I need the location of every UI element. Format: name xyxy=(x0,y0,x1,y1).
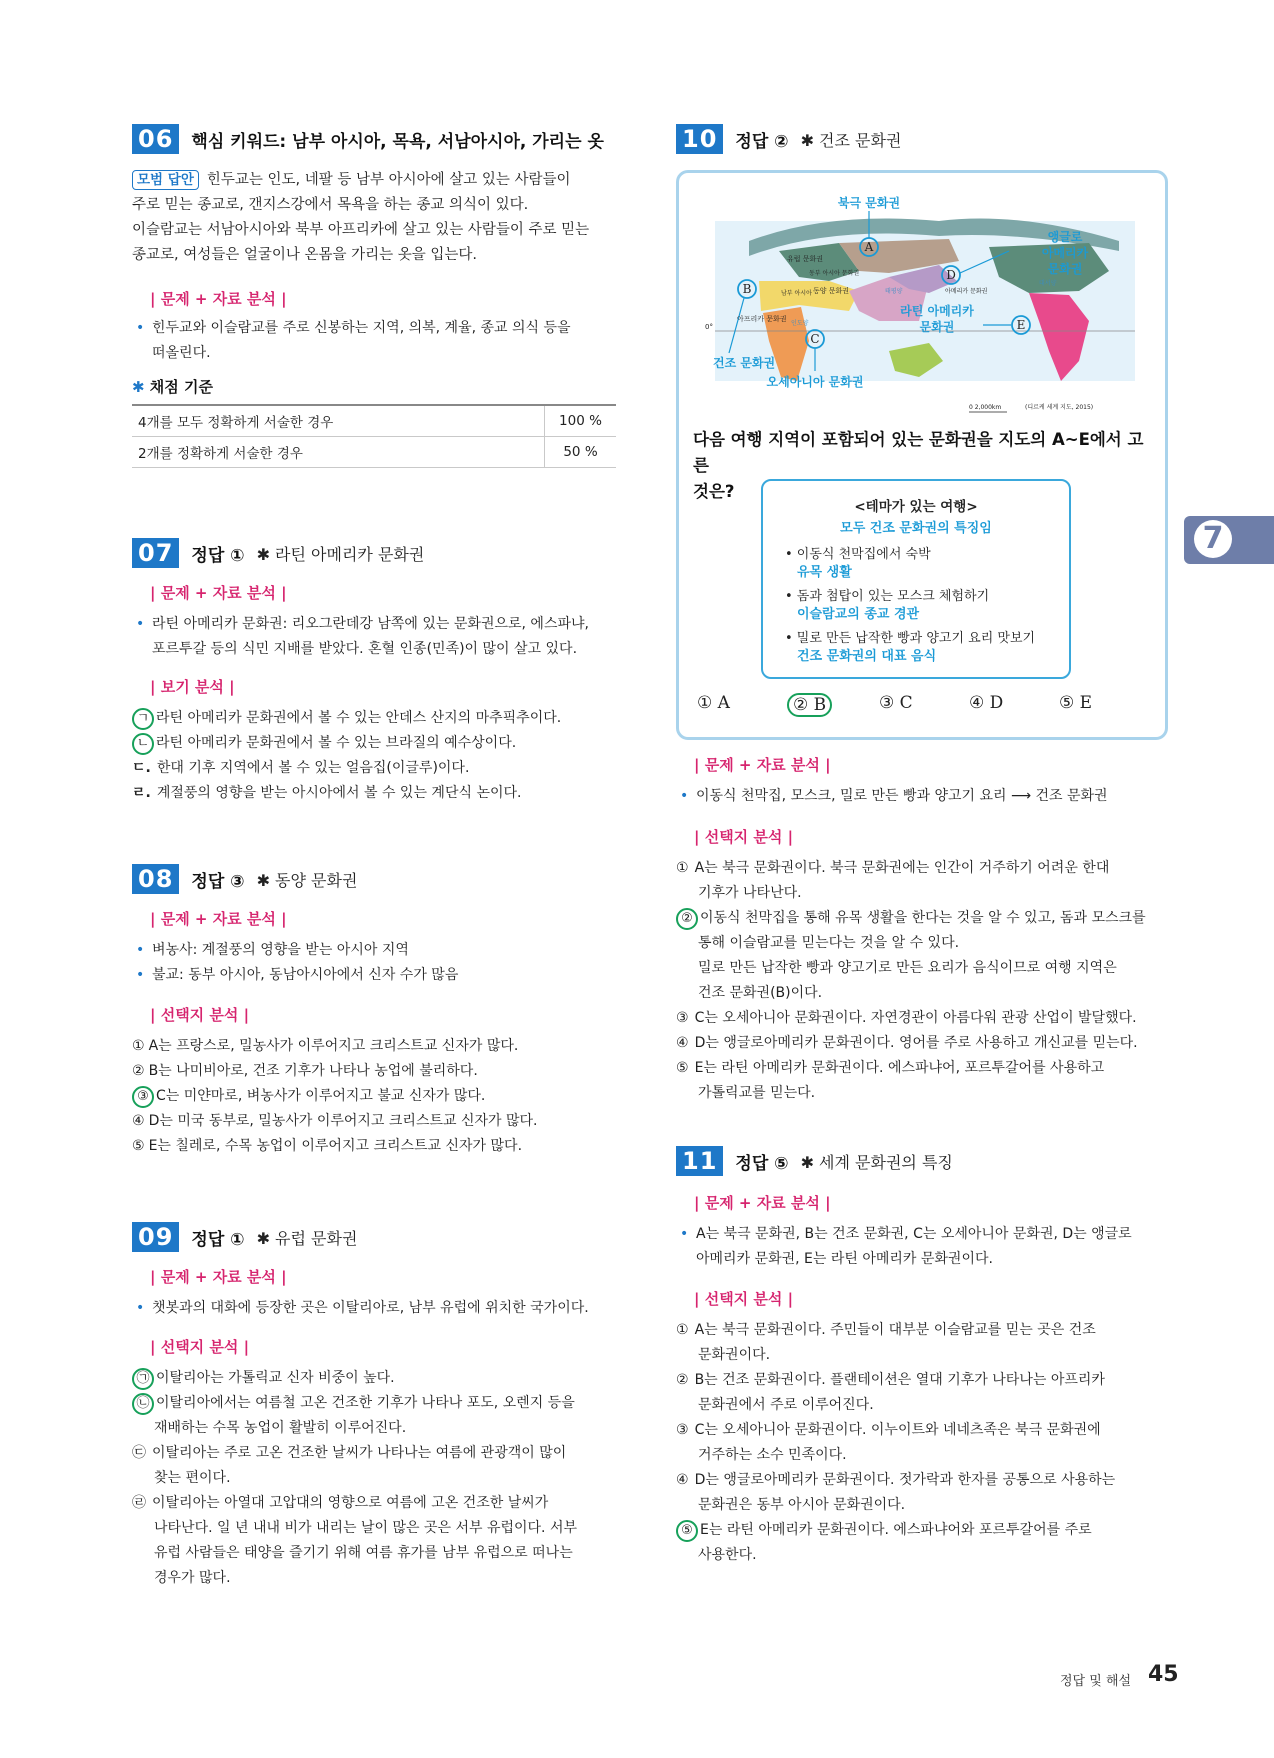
list-item: ② 이동식 천막집을 통해 유목 생활을 한다는 것을 알 수 있고, 돔과 모스크를 통해 이슬람교를 믿는다는 것을 알 수 있다. 밀로 만든 납작한 빵과 양고기로 만든 요리가 음식이므로 여행 지역은 건조 문화권(B)이다. xyxy=(676,906,1176,1006)
q09-choice-heading: | 선택지 분석 | xyxy=(150,1338,250,1356)
map-pacific: 태평양 xyxy=(885,288,903,295)
choice-2: ② B xyxy=(787,693,832,717)
q09-tag: ✱ 유럽 문화권 xyxy=(256,1228,358,1248)
q06-title: 핵심 키워드: 남부 아시아, 목욕, 서남아시아, 가리는 옷 xyxy=(191,131,604,152)
page-number: 45 xyxy=(1148,1662,1179,1687)
q08-answer: 정답 ③ xyxy=(191,871,245,892)
list-item: ④ D는 앵글로아메리카 문화권이다. 영어를 주로 사용하고 개신교를 믿는다. xyxy=(676,1035,1138,1051)
list-item: ⑤ E는 라틴 아메리카 문화권이다. 에스파냐어, 포르투갈어를 사용하고 가톨릭교를 믿는다. xyxy=(676,1060,1105,1101)
q09-header xyxy=(132,1222,357,1252)
list-item: ⑤ E는 라틴 아메리카 문화권이다. 에스파냐어와 포르투갈어를 주로 사용한다. xyxy=(676,1518,1176,1568)
q08-header xyxy=(132,864,357,894)
q06-analysis-heading: | 문제 + 자료 분석 | xyxy=(150,290,287,308)
q09-number: 09 xyxy=(132,1222,179,1252)
list-item: ㄷ. 한대 기후 지역에서 볼 수 있는 얼음집(이글루)이다. xyxy=(132,760,470,776)
map-atlantic: 대서양 xyxy=(1039,280,1057,287)
map-scale: 0 2,000km xyxy=(969,404,1002,411)
map-label-b: B xyxy=(742,282,752,296)
table-row: 4개를 모두 정확하게 서술한 경우 100 % xyxy=(132,405,616,437)
q07-view-heading: | 보기 분석 | xyxy=(150,678,235,696)
travel-theme-box xyxy=(761,479,1071,679)
map-indian-ocean: 인도양 xyxy=(791,320,809,327)
list-item: ① A는 프랑스로, 밀농사가 이루어지고 크리스트교 신자가 많다. xyxy=(132,1038,519,1054)
q10-analysis-heading: | 문제 + 자료 분석 | xyxy=(694,756,831,774)
q09-bullet: • 챗봇과의 대화에 등장한 곳은 이탈리아로, 남부 유럽에 위치한 국가이다. xyxy=(132,1296,662,1321)
q11-items xyxy=(676,1318,1176,1568)
map-anglo-3: 문화권 xyxy=(1047,262,1083,276)
chapter-tab xyxy=(1184,516,1274,564)
choice-4: ④ D xyxy=(969,693,1004,713)
q07-bullet: • 라틴 아메리카 문화권: 리오그란데강 남쪽에 있는 문화권으로, 에스파냐, 포르투갈 등의 식민 지배를 받았다. 혼혈 인종(민족)이 많이 살고 있다. xyxy=(132,612,662,662)
map-label-a: A xyxy=(864,240,874,254)
choice-3: ③ C xyxy=(879,693,913,713)
travel-theme-sub: 모두 건조 문화권의 특징임 xyxy=(840,521,992,536)
choice-5: ⑤ E xyxy=(1059,693,1093,713)
list-item: ㉡ 이탈리아에서는 여름철 고온 건조한 기후가 나타나 포도, 오렌지 등을 재배하는 수목 농업이 활발히 이루어진다. xyxy=(132,1391,642,1441)
q08-bullet-2: • 불교: 동부 아시아, 동남아시아에서 신자 수가 많음 xyxy=(132,963,652,988)
list-item: ㄴ 라틴 아메리카 문화권에서 볼 수 있는 브라질의 예수상이다. xyxy=(132,731,642,756)
q08-choice-heading: | 선택지 분석 | xyxy=(150,1006,250,1024)
q11-number: 11 xyxy=(676,1146,723,1176)
q10-header xyxy=(676,124,901,154)
q06-bullet: • 힌두교와 이슬람교를 주로 신봉하는 지역, 의복, 계율, 종교 의식 등을 떠올린다. xyxy=(132,316,652,366)
q11-choice-heading: | 선택지 분석 | xyxy=(694,1290,794,1308)
q10-question: 다음 여행 지역이 포함되어 있는 문화권을 지도의 A~E에서 고른 것은? xyxy=(693,430,1144,501)
q07-header xyxy=(132,538,424,568)
list-item: ① A는 북극 문화권이다. 북극 문화권에는 인간이 거주하기 어려운 한대 기후가 나타난다. xyxy=(676,860,1110,901)
list-item: ① A는 북극 문화권이다. 주민들이 대부분 이슬람교를 믿는 곳은 건조 문화권이다. xyxy=(676,1322,1096,1363)
q06-scoring-table xyxy=(132,404,616,468)
map-latin-1: 라틴 아메리카 xyxy=(900,304,974,318)
list-item: ④ D는 앵글로아메리카 문화권이다. 젓가락과 한자를 공통으로 사용하는 문화권은 동부 아시아 문화권이다. xyxy=(676,1472,1116,1513)
map-label-d: D xyxy=(946,268,956,282)
q06-number: 06 xyxy=(132,124,179,154)
q10-tag: ✱ 건조 문화권 xyxy=(800,130,902,150)
q08-analysis-heading: | 문제 + 자료 분석 | xyxy=(150,910,287,928)
q11-answer: 정답 ⑤ xyxy=(735,1153,789,1174)
map-label-e: E xyxy=(1016,318,1026,332)
map-africa: 아프리카 문화권 xyxy=(737,315,787,323)
list-item-note: 건조 문화권의 대표 음식 xyxy=(797,649,937,664)
map-east-asia: 동부 아시아 문화권 xyxy=(809,270,860,277)
list-item: ㉣ 이탈리아는 아열대 고압대의 영향으로 여름에 고온 건조한 날씨가 나타난다. 일 년 내내 비가 내리는 날이 많은 곳은 서부 유럽이다. 서부 유럽 사람들은 태양을 즐기기 위해 여름 휴가를 남부 유럽으로 떠나는 경우가 많다. xyxy=(132,1495,577,1586)
chapter-number: 7 xyxy=(1194,520,1232,558)
list-item: ④ D는 미국 동부로, 밀농사가 이루어지고 크리스트교 신자가 많다. xyxy=(132,1113,538,1129)
list-item: ③ C는 오세아니아 문화권이다. 자연경관이 아름다워 관광 산업이 발달했다. xyxy=(676,1010,1137,1026)
map-oceania: 오세아니아 문화권 xyxy=(766,375,864,389)
q10-choice-heading: | 선택지 분석 | xyxy=(694,828,794,846)
list-item: • 돔과 첨탑이 있는 모스크 체험하기 xyxy=(785,589,990,604)
q10-number: 10 xyxy=(676,124,723,154)
q10-bullet: • 이동식 천막집, 모스크, 밀로 만든 빵과 양고기 요리 ⟶ 건조 문화권 xyxy=(676,784,1196,809)
world-culture-map xyxy=(689,181,1149,421)
list-item: ③ C는 오세아니아 문화권이다. 이누이트와 네네츠족은 북극 문화권에 거주하는 소수 민족이다. xyxy=(676,1422,1101,1463)
travel-theme-items xyxy=(785,546,1069,666)
model-answer-label: 모범 답안 xyxy=(132,170,199,190)
q07-answer: 정답 ① xyxy=(191,545,245,566)
list-item: ② B는 나미비아로, 건조 기후가 나타나 농업에 불리하다. xyxy=(132,1063,478,1079)
list-item-note: 이슬람교의 종교 경관 xyxy=(797,607,920,622)
q06-model-answer: 모범 답안 힌두교는 인도, 네팔 등 남부 아시아에 살고 있는 사람들이 주로 믿는 종교로, 갠지스강에서 목욕을 하는 종교 의식이 있다. 이슬람교는 서남아시아와 북부 아프리카에 살고 있는 사람들이 주로 믿는 종교로, 여성들은 얼굴이나 온몸을 가리는 옷을 입는다. xyxy=(132,172,590,263)
travel-theme-title: <테마가 있는 여행> xyxy=(854,499,978,515)
q10-question-box xyxy=(676,170,1168,740)
q08-number: 08 xyxy=(132,864,179,894)
list-item: • 이동식 천막집에서 숙박 xyxy=(785,547,931,562)
list-item: ③ C는 미얀마로, 벼농사가 이루어지고 불교 신자가 많다. xyxy=(132,1084,642,1109)
list-item: ㄹ. 계절풍의 영향을 받는 아시아에서 볼 수 있는 계단식 논이다. xyxy=(132,785,522,801)
choice-1: ① A xyxy=(697,693,730,713)
map-zero: 0° xyxy=(705,323,713,331)
q10-answer: 정답 ② xyxy=(735,131,789,152)
q08-tag: ✱ 동양 문화권 xyxy=(256,870,358,890)
q09-items xyxy=(132,1366,642,1591)
q09-answer: 정답 ① xyxy=(191,1229,245,1250)
list-item: ② B는 건조 문화권이다. 플랜테이션은 열대 기후가 나타나는 아프리카 문화권에서 주로 이루어진다. xyxy=(676,1372,1105,1413)
list-item: ㉢ 이탈리아는 주로 고온 건조한 날씨가 나타나는 여름에 관광객이 많이 찾는 편이다. xyxy=(132,1445,567,1486)
table-row: 2개를 정확하게 서술한 경우 50 % xyxy=(132,437,616,468)
q09-analysis-heading: | 문제 + 자료 분석 | xyxy=(150,1268,287,1286)
map-america: 아메리카 문화권 xyxy=(945,288,988,295)
q06-header xyxy=(132,124,604,154)
q08-items xyxy=(132,1034,642,1159)
q07-analysis-heading: | 문제 + 자료 분석 | xyxy=(150,584,287,602)
map-south-asia: 남부 아시아 xyxy=(781,290,812,297)
list-item: • 밀로 만든 납작한 빵과 양고기 요리 맛보기 xyxy=(785,631,1036,646)
q07-items xyxy=(132,706,642,806)
q07-tag: ✱ 라틴 아메리카 문화권 xyxy=(256,544,425,564)
q11-tag: ✱ 세계 문화권의 특징 xyxy=(800,1152,953,1172)
q07-number: 07 xyxy=(132,538,179,568)
list-item: ㉠ 이탈리아는 가톨릭교 신자 비중이 높다. xyxy=(132,1366,642,1391)
list-item: ㄱ 라틴 아메리카 문화권에서 볼 수 있는 안데스 산지의 마추픽추이다. xyxy=(132,706,642,731)
map-source: (디르케 세계 지도, 2015) xyxy=(1025,404,1094,411)
map-dry: 건조 문화권 xyxy=(713,356,776,370)
q10-items xyxy=(676,856,1176,1106)
list-item-note: 유목 생활 xyxy=(797,565,852,580)
map-latin-2: 문화권 xyxy=(919,320,955,334)
map-anglo-2: 아메리카 xyxy=(1041,246,1089,260)
q11-analysis-heading: | 문제 + 자료 분석 | xyxy=(694,1194,831,1212)
footer-label: 정답 및 해설 xyxy=(1060,1674,1132,1689)
q08-bullet-1: • 벼농사: 계절풍의 영향을 받는 아시아 지역 xyxy=(132,938,652,963)
q11-header xyxy=(676,1146,953,1176)
q06-scoring-title: ✱ 채점 기준 xyxy=(132,378,213,396)
map-label-c: C xyxy=(810,332,820,346)
map-anglo-1: 앵글로 xyxy=(1047,230,1083,244)
q11-bullet: • A는 북극 문화권, B는 건조 문화권, C는 오세아니아 문화권, D는 앵글로 아메리카 문화권, E는 라틴 아메리카 문화권이다. xyxy=(676,1222,1196,1272)
map-europe: 유럽 문화권 xyxy=(787,255,824,263)
map-north: 북극 문화권 xyxy=(837,196,901,210)
list-item: ⑤ E는 칠레로, 수목 농업이 이루어지고 크리스트교 신자가 많다. xyxy=(132,1138,523,1154)
map-east: 동양 문화권 xyxy=(813,287,850,295)
